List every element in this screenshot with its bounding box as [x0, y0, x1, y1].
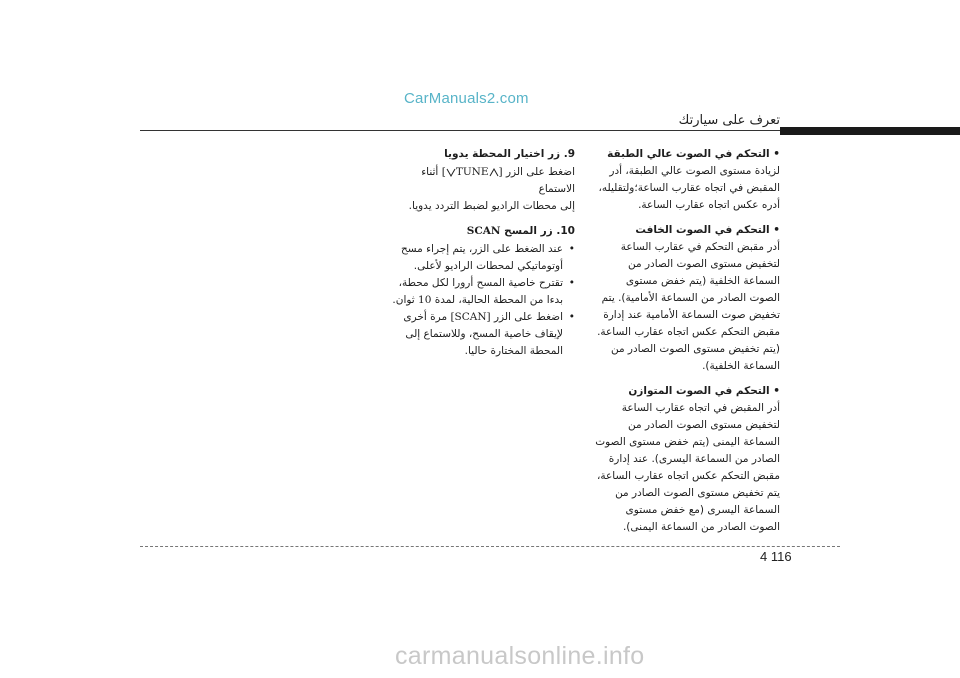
header-section-tab [780, 127, 960, 135]
item-9-heading: 9. زر اختيار المحطة يدويا [444, 148, 575, 160]
tune-text: TUNE [455, 166, 489, 178]
watermark-carmanualsonline: carmanualsonline.info [395, 642, 645, 670]
item-9-post: أثناء الاستماع [421, 166, 575, 195]
treble-text: لزيادة مستوى الصوت عالي الطبقة، أدر المقبض في اتجاه عقارب الساعة؛ولتقليله، أدره عكس اتجاه عقارب الساعة. [598, 165, 780, 211]
watermark-carmanuals2: CarManuals2.com [404, 90, 529, 107]
scan-bullet-3 [382, 309, 575, 360]
treble-heading: • التحكم في الصوت عالي الطبقة [595, 146, 780, 163]
tune-up-icon [489, 168, 499, 177]
item-9-line2: إلى محطات الراديو لضبط التردد يدويا. [408, 200, 575, 212]
right-column [595, 146, 780, 544]
item-10-number: 10. [556, 225, 575, 237]
balance-control-section [595, 383, 780, 536]
scan-bullet-3-post: مرة أخرى لإيقاف خاصية المسح، وللاستماع إلى المحطة المختارة حاليا. [403, 311, 563, 357]
item-10-title: زر المسح [504, 225, 553, 237]
item-9-manual-tune [382, 146, 575, 215]
item-10-heading [382, 223, 575, 240]
page-section-number: 4 [760, 549, 768, 564]
balance-heading: • التحكم في الصوت المتوازن [595, 383, 780, 400]
fader-text: أدر مقبض التحكم في عقارب الساعة لتخفيض مستوى الصوت الصادر من السماعة الخلفية (يتم خفض مستوى الصوت الصادر من السماعة الأمامية). يتم تخفيض صوت السماعة الأمامية عند إدارة مقبض التحكم عكس اتجاه عقارب الساعة. (يتم تخفيض مستوى الصوت الصادر من السماعة الخلفية). [597, 241, 780, 372]
scan-bullet-3-pre: اضغط على الزر [493, 311, 563, 323]
item-10-code: SCAN [466, 225, 501, 237]
treble-control-section [595, 146, 780, 214]
item-10-scan [382, 223, 575, 360]
page-number-value: 116 [770, 549, 792, 564]
page-number [760, 549, 792, 564]
item-9-pre: اضغط على الزر [505, 166, 575, 178]
page-header-title: تعرف على سيارتك [678, 113, 780, 128]
scan-bullet-2-pre: تقترح خاصية المسح أرورا لكل محطة، بدءا من المحطة الحالية، لمدة [398, 277, 563, 306]
scan-bullet-2 [382, 275, 575, 309]
fader-heading: • التحكم في الصوت الخافت [595, 222, 780, 239]
left-column [382, 146, 575, 368]
scan-button-label: [SCAN] [450, 311, 491, 323]
item-9-line1 [382, 164, 575, 198]
tune-down-icon [446, 168, 456, 177]
bracket-open: [ [441, 166, 446, 178]
header-rule [140, 130, 780, 131]
scan-bullet-2-post: ثوان. [392, 294, 415, 306]
tune-button-label [442, 166, 503, 178]
scan-bullet-1: • عند الضغط على الزر، يتم إجراء مسح أوتوماتيكي لمحطات الراديو لأعلى. [382, 241, 575, 275]
footer-dashed-rule [140, 546, 840, 547]
balance-text: أدر المقبض في اتجاه عقارب الساعة لتخفيض مستوى الصوت الصادر من السماعة اليمنى (يتم خفض مستوى الصوت الصادر من السماعة اليسرى). عند إدارة مقبض التحكم عكس اتجاه عقارب الساعة، يتم تخفيض مستوى الصوت الصادر من السماعة اليسرى (مع خفض مستوى الصوت الصادر من السماعة اليمنى). [595, 402, 780, 533]
scan-seconds-value: 10 [418, 294, 432, 306]
fader-control-section [595, 222, 780, 375]
bracket-close: ] [498, 166, 503, 178]
